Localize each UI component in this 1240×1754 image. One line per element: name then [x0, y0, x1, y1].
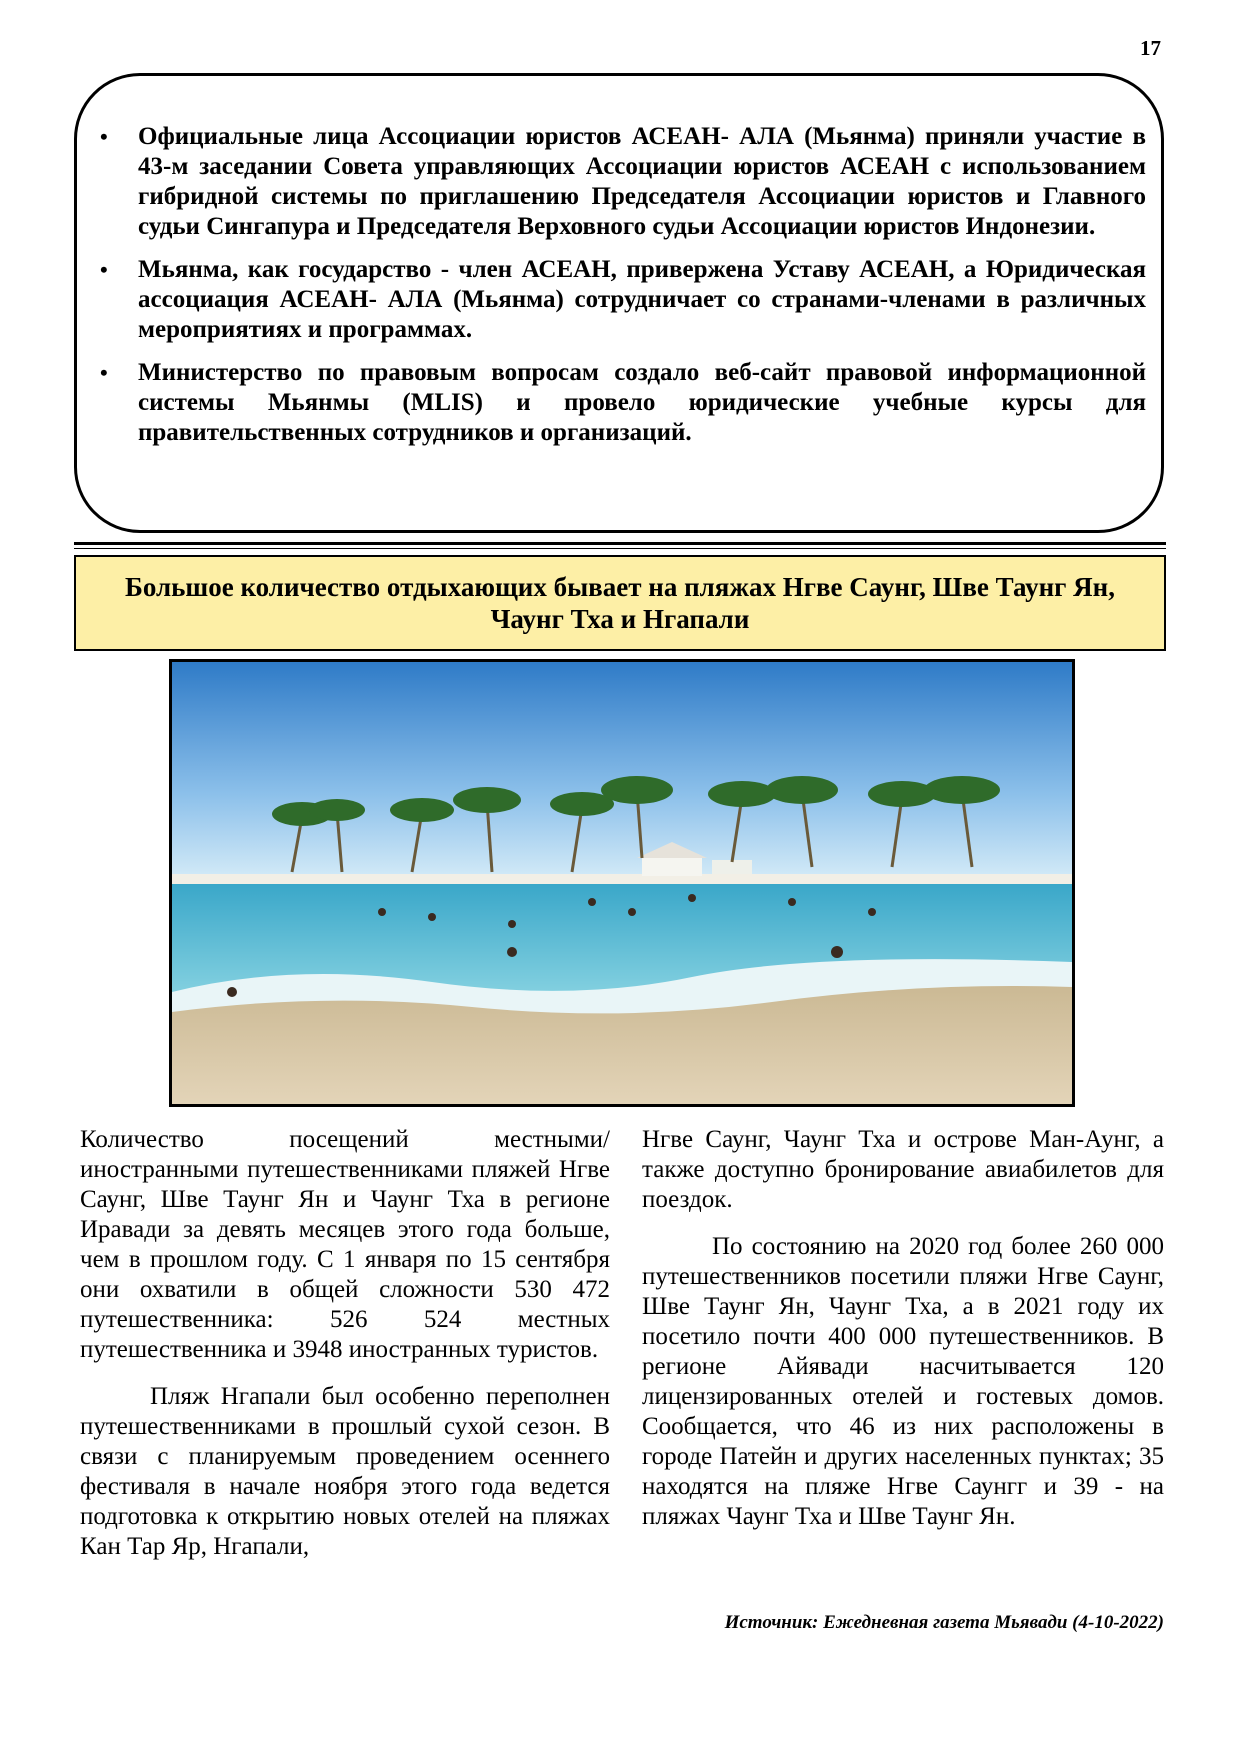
summary-bullet	[96, 122, 1146, 242]
summary-bullet-text: Официальные лица Ассоциации юристов АСЕАН- АЛА (Мьянма) приняли участие в 43-м заседании Совета управляющих Ассоциации юристов АСЕАН с использованием гибридной системы по приглашению Председателя Ассоциации юристов и Главного судьи Сингапура и Председателя Верховного судьи Ассоциации юристов Индонезии.	[138, 123, 1146, 240]
bullet-icon: •	[100, 257, 108, 282]
beach-photo	[169, 659, 1075, 1107]
article-paragraph: Количество посещений местными/ иностранными путешественниками пляжей Нгве Саунг, Шве Таунг Ян и Чаунг Тха в регионе Иравади за девять месяцев этого года больше, чем в прошлом году. С 1 января по 15 сентября они охватили в общей сложности 530 472 путешественника: 526 524 местных путешественника и 3948 иностранных туристов.	[80, 1126, 610, 1363]
article-source: Источник: Ежедневная газета Мьявади (4-10-2022)	[724, 1612, 1164, 1633]
section-divider-thin	[74, 548, 1166, 549]
section-divider	[74, 542, 1166, 545]
bullet-icon: •	[100, 124, 108, 149]
article-column-right	[642, 1125, 1164, 1549]
summary-bullet-text: Министерство по правовым вопросам создало веб-сайт правовой информационной системы Мьянмы (MLIS) и провело юридические учебные курсы для правительственных сотрудников и организаций.	[138, 359, 1146, 446]
summary-bullet-text: Мьянма, как государство - член АСЕАН, привержена Уставу АСЕАН, а Юридическая ассоциация АСЕАН- АЛА (Мьянма) сотрудничает со странами-членами в различных мероприятиях и программах.	[138, 256, 1146, 343]
bullet-icon: •	[100, 360, 108, 385]
summary-bullet	[96, 358, 1146, 448]
article-column-left	[80, 1125, 610, 1579]
summary-bullet	[96, 255, 1146, 345]
article-paragraph: Нгве Саунг, Чаунг Тха и острове Ман-Аунг, а также доступно бронирование авиабилетов для поездок.	[642, 1126, 1164, 1213]
article-paragraph: Пляж Нгапали был особенно переполнен путешественниками в прошлый сухой сезон. В связи с планируемым проведением осеннего фестиваля в начале ноября этого года ведется подготовка к открытию новых отелей на пляжах Кан Тар Яр, Нгапали,	[80, 1383, 610, 1560]
summary-bullet-list	[96, 122, 1146, 461]
article-paragraph: По состоянию на 2020 год более 260 000 путешественников посетили пляжи Нгве Саунг, Шве Таунг Ян, Чаунг Тха, а в 2021 году их посетило почти 400 000 путешественников. В регионе Айявади насчитывается 120 лицензированных отелей и гостевых домов. Сообщается, что 46 из них расположены в городе Патейн и других населенных пунктах; 35 находятся на пляже Нгве Саунгг и 39 - на пляжах Чаунг Тха и Шве Таунг Ян.	[642, 1233, 1164, 1530]
article-headline: Большое количество отдыхающих бывает на пляжах Нгве Саунг, Шве Таунг Ян, Чаунг Тха и Нгапали	[125, 572, 1115, 634]
article-headline-box	[74, 555, 1166, 651]
page-number: 17	[1140, 36, 1161, 60]
